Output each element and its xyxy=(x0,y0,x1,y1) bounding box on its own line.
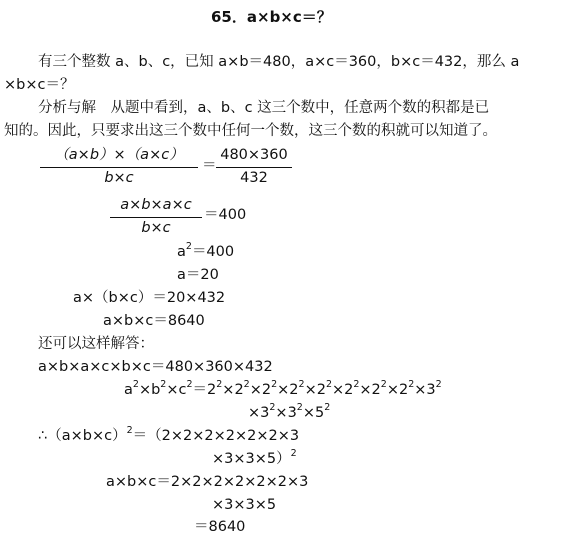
fraction-numerator: 480×360 xyxy=(220,147,288,163)
fraction-denominator: b×c xyxy=(141,220,171,236)
step-2-result: ＝400 xyxy=(204,207,247,223)
fraction-bar xyxy=(40,167,198,168)
alt-line-3: $\times 3^2\times 3^2\times 5^2$ xyxy=(248,402,331,421)
step-4: a＝20 xyxy=(177,267,219,283)
fraction-step-2 xyxy=(110,196,202,238)
analysis-line-1: 分析与解 从题中看到，a、b、c 这三个数中，任意两个数的积都是已 xyxy=(38,100,490,116)
power-sequence: $\times 2^2\times 2^2\times 2^2\times 2^2\times 2^2\times 2^2\times 2^2\times 3^2$ xyxy=(222,379,442,398)
alt-line-4: $\therefore(a\times b\times c)^2=(2\times 2\times 2\times 2\times 2\times 2\times 3$ xyxy=(38,425,300,444)
fraction-numerator: （a×b）×（a×c） xyxy=(54,147,184,163)
problem-line-2: ×b×c＝？ xyxy=(4,77,75,93)
problem-line-1: 有三个整数 a、b、c，已知 a×b＝480，a×c＝360，b×c＝432，那么 a xyxy=(38,54,520,70)
fraction-step-1-rhs xyxy=(216,146,292,188)
alt-intro: 还可以这样解答： xyxy=(38,336,154,352)
equals-sign: ＝ xyxy=(202,158,217,174)
fraction-numerator: a×b×a×c xyxy=(120,197,192,213)
alt-line-1: a×b×a×c×b×c＝480×360×432 xyxy=(38,359,273,375)
alt-line-8: ＝8640 xyxy=(194,519,246,535)
step-3: $a^2=400$ xyxy=(177,241,235,260)
alt-line-2: $a^2\times b^2\times c^2=2^2\times 2^2\times 2^2\times 2^2\times 2^2\times 2^2\times 2^2\times 2^2\times 3^2$ xyxy=(124,379,442,398)
analysis-line-2: 知的。因此，只要求出这三个数中任何一个数，这三个数的积就可以知道了。 xyxy=(4,123,497,139)
fraction-bar xyxy=(110,217,202,218)
fraction-denominator: b×c xyxy=(104,170,134,186)
step-5: a×（b×c）＝20×432 xyxy=(73,290,226,306)
alt-line-6: a×b×c＝2×2×2×2×2×2×3 xyxy=(106,474,309,490)
fraction-bar xyxy=(216,167,292,168)
alt-line-5: ×3×3×5）$^2$ xyxy=(212,448,297,467)
problem-title: 65．a×b×c＝？ xyxy=(211,8,332,26)
alt-line-7: ×3×3×5 xyxy=(212,497,277,513)
fraction-denominator: 432 xyxy=(240,170,268,186)
fraction-step-1-lhs xyxy=(40,146,198,188)
step-6: a×b×c＝8640 xyxy=(103,313,205,329)
